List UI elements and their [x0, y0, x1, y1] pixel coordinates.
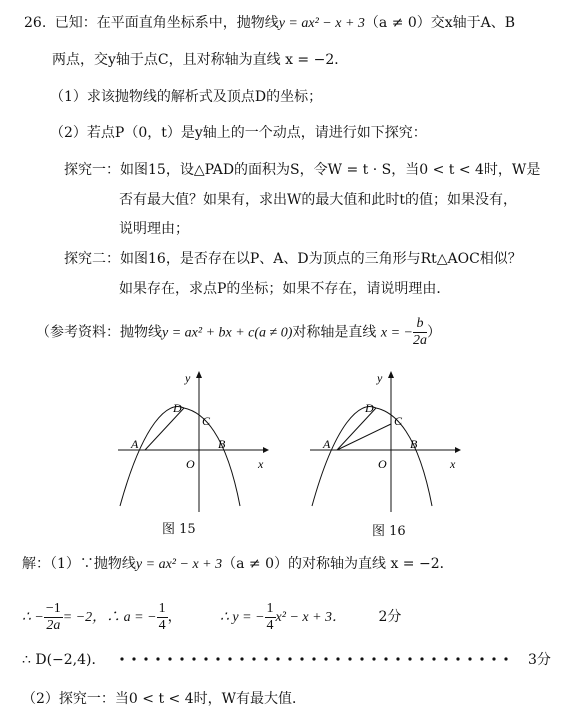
leader-dot — [252, 657, 255, 660]
solution-text: = −2，∴ a = − — [62, 610, 157, 625]
solution-equation: y = ax² − x + 3 — [135, 557, 223, 572]
label-a: A — [131, 437, 139, 451]
leader-dot — [360, 657, 363, 660]
leader-dot — [492, 657, 495, 660]
problem-line-2: 两点，交y轴于点C，且对称轴为直线 x = −2． — [52, 52, 349, 68]
leader-dot — [396, 657, 399, 660]
label-o: O — [186, 457, 195, 471]
reference-equation: y = ax² + bx + c(a ≠ 0) — [162, 325, 293, 341]
reference-text: 对称轴是直线 — [292, 324, 377, 341]
leader-dot — [144, 657, 147, 660]
solution-line-3: ∴ D(−2,4)． — [22, 652, 106, 668]
segment-a-c — [337, 424, 391, 450]
figure-16 — [310, 368, 470, 518]
leader-dot — [228, 657, 231, 660]
reference-note — [36, 316, 441, 349]
solution-text: 解：（1）∵抛物线 — [22, 556, 136, 572]
leader-dot — [372, 657, 375, 660]
fraction-1-over-4: $\frac{1}{4}$ — [158, 600, 166, 633]
label-b: B — [218, 437, 226, 451]
label-o: O — [378, 457, 387, 471]
solution-text: x² − x + 3． — [275, 610, 347, 625]
leader-dot — [456, 657, 459, 660]
leader-dot — [504, 657, 507, 660]
leader-dot — [348, 657, 351, 660]
leader-dot — [240, 657, 243, 660]
leader-dot — [120, 657, 123, 660]
explore-1-line-a: 探究一：如图15，设△PAD的面积为S，令W = t · S，当0 < t < 4时，W是 — [64, 162, 541, 178]
x-axis-arrow — [263, 447, 269, 453]
score-3: 3分 — [528, 652, 551, 668]
label-x: x — [258, 457, 264, 471]
leader-dot — [300, 657, 303, 660]
score-2: 2分 — [378, 609, 402, 625]
x-axis-arrow — [455, 447, 461, 453]
leader-dot — [132, 657, 135, 660]
leader-dot — [336, 657, 339, 660]
y-axis-arrow — [388, 371, 394, 378]
label-y: y — [185, 371, 191, 385]
question-2: （2）若点P（0，t）是y轴上的一个动点，请进行如下探究： — [50, 125, 427, 141]
leader-dot — [168, 657, 171, 660]
leader-dot — [444, 657, 447, 660]
leader-dot — [192, 657, 195, 660]
question-1: （1）求该抛物线的解析式及顶点D的坐标； — [50, 89, 323, 105]
leader-dot — [312, 657, 315, 660]
leader-dot — [420, 657, 423, 660]
explore-1-line-c: 说明理由； — [119, 221, 189, 237]
axis-formula: x = − — [380, 325, 413, 341]
leader-dot — [204, 657, 207, 660]
y-axis-arrow — [196, 371, 202, 378]
label-x: x — [450, 457, 456, 471]
figure-16-caption: 图 16 — [372, 524, 406, 539]
label-b: B — [410, 437, 418, 451]
solution-text: ∴ y = − — [220, 610, 265, 625]
label-y: y — [377, 371, 383, 385]
label-d: D — [173, 401, 182, 415]
explore-2-line-a: 探究二：如图16，是否存在以P、A、D为顶点的三角形与Rt△AOC相似？ — [64, 251, 522, 267]
label-d: D — [365, 401, 374, 415]
explore-2-line-b: 如果存在，求点P的坐标；如果不存在，请说明理由． — [119, 281, 451, 297]
leader-dot — [264, 657, 267, 660]
reference-text: （参考资料：抛物线 — [36, 324, 162, 341]
problem-line-1 — [24, 14, 515, 33]
figure-15 — [118, 368, 278, 518]
problem-number: 26. — [24, 15, 47, 31]
leader-dot — [468, 657, 471, 660]
leader-dot — [180, 657, 183, 660]
fraction-1-over-4: $\frac{1}{4}$ — [266, 600, 274, 633]
dot-leader — [118, 653, 518, 665]
solution-text: （a ≠ 0）的对称轴为直线 x = −2． — [222, 556, 454, 572]
explore-1-line-b: 否有最大值？如果有，求出W的最大值和此时t的值；如果没有， — [119, 192, 518, 208]
leader-dot — [288, 657, 291, 660]
fraction-b-over-2a: $\frac{b}{2a}$ — [412, 316, 427, 348]
leader-dot — [216, 657, 219, 660]
solution-line-2 — [22, 600, 401, 635]
solution-line-1 — [22, 555, 454, 574]
label-a: A — [323, 437, 331, 451]
label-c: C — [202, 414, 211, 428]
reference-text: ） — [426, 324, 441, 341]
problem-text: 已知：在平面直角坐标系中，抛物线 — [54, 15, 279, 31]
label-c: C — [394, 414, 403, 428]
problem-text: （a ≠ 0）交x轴于A、B — [364, 15, 516, 31]
leader-dot — [408, 657, 411, 660]
parabola — [312, 407, 432, 506]
figure-15-caption: 图 15 — [162, 522, 196, 537]
solution-text: ， — [167, 609, 182, 625]
leader-dot — [384, 657, 387, 660]
solution-text: ∴ − — [22, 610, 44, 625]
leader-dot — [276, 657, 279, 660]
leader-dot — [480, 657, 483, 660]
leader-dot — [432, 657, 435, 660]
fraction-minus1-over-2a: $\frac{-1}{2a}$ — [45, 600, 61, 633]
leader-dot — [324, 657, 327, 660]
leader-dot — [156, 657, 159, 660]
solution-line-4: （2）探究一：当0 < t < 4时，W有最大值． — [22, 691, 306, 707]
parabola — [120, 407, 240, 506]
parabola-equation: y = ax² − x + 3 — [278, 16, 365, 31]
